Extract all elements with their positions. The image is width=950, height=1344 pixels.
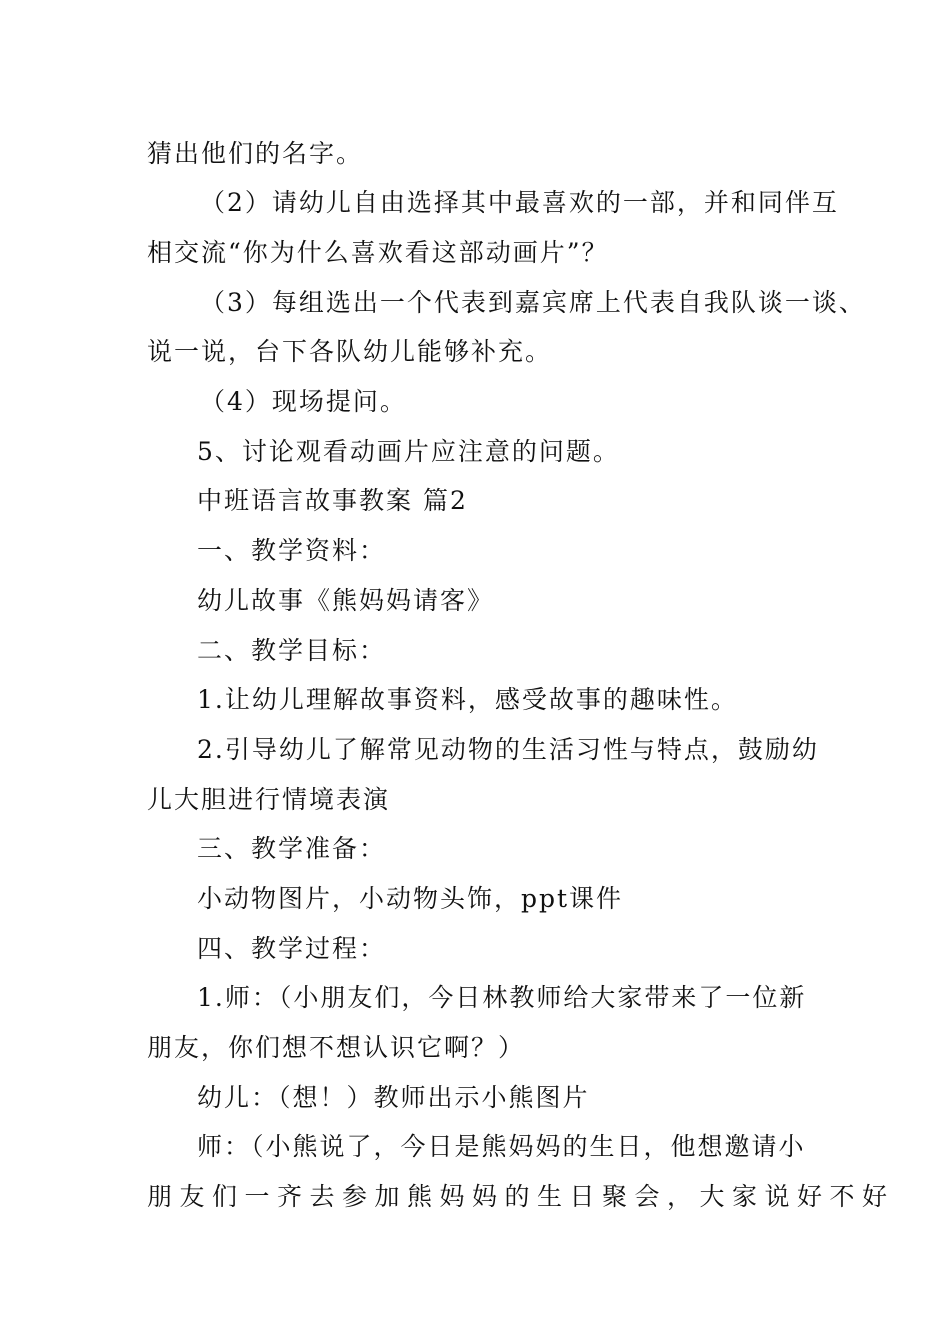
text-line: 2.引导幼儿了解常见动物的生活习性与特点，鼓励幼	[197, 735, 819, 764]
text-line: （4）现场提问。	[200, 387, 407, 416]
text-line: 5、讨论观看动画片应注意的问题。	[197, 437, 620, 466]
text-line: 儿大胆进行情境表演	[147, 785, 391, 814]
text-line: 猜出他们的名字。	[147, 139, 364, 168]
text-line: （3）每组选出一个代表到嘉宾席上代表自我队谈一谈、	[200, 288, 866, 317]
text-line: （2）请幼儿自由选择其中最喜欢的一部，并和同伴互	[200, 188, 839, 217]
text-line: 三、教学准备：	[197, 834, 387, 863]
text-line: 小动物图片，小动物头饰，ppt课件	[197, 884, 624, 913]
section-heading: 中班语言故事教案 篇2	[197, 486, 468, 515]
text-line: 说一说，台下各队幼儿能够补充。	[147, 337, 553, 366]
text-line: 四、教学过程：	[197, 934, 387, 963]
text-line: 一、教学资料：	[197, 536, 387, 565]
text-line: 1.让幼儿理解故事资料，感受故事的趣味性。	[197, 685, 738, 714]
text-line: 幼儿故事《熊妈妈请客》	[197, 586, 495, 615]
text-line: 师：（小熊说了，今日是熊妈妈的生日，他想邀请小	[197, 1132, 806, 1161]
text-line: 1.师：（小朋友们，今日林教师给大家带来了一位新	[197, 983, 807, 1012]
text-line: 幼儿：（想！）教师出示小熊图片	[197, 1083, 590, 1112]
text-line: 相交流“你为什么喜欢看这部动画片”？	[147, 238, 609, 267]
text-line: 朋友，你们想不想认识它啊？）	[147, 1033, 526, 1062]
text-line: 二、教学目标：	[197, 636, 387, 665]
text-line: 朋友们一齐去参加熊妈妈的生日聚会，大家说好不好	[147, 1182, 895, 1211]
